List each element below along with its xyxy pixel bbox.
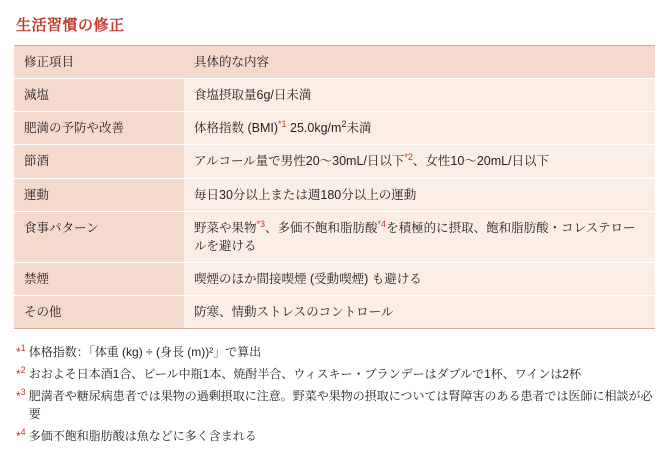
table-row [14,262,655,295]
footnote-marker: *1 [278,119,287,130]
footnote [16,343,653,361]
table-cell-detail: 防寒、情動ストレスのコントロール [184,296,655,329]
table-cell-detail: 毎日30分以上または週180分以上の運動 [184,178,655,211]
table-cell-detail: 喫煙のほか間接喫煙 (受動喫煙) も避ける [184,262,655,295]
footnote-text: 肥満者や糖尿病患者では果物の過剰摂取に注意。野菜や果物の摂取については腎障害のある患者では医師に相談が必要 [28,389,653,422]
table-cell-item: 減塩 [14,79,184,112]
footnote-marker: *$^3$ [16,387,26,404]
footnote-text: おおよそ日本酒1合、ビール中瓶1本、焼酎半合、ウィスキー・ブランデーはダブルで1杯、ワインは2杯 [28,367,582,382]
table-cell-item: 運動 [14,178,184,211]
table-cell-item: 禁煙 [14,262,184,295]
table-header-item: 修正項目 [14,46,184,79]
table-row [14,112,655,145]
footnotes [16,343,653,445]
lifestyle-modification-table [14,45,655,329]
footnote [16,387,653,423]
table-cell-detail: 体格指数 (BMI)$^{*1}$ $25.0kg/m^2$未満 [184,112,655,145]
table-cell-detail: 食塩摂取量6g/日未満 [184,79,655,112]
table-row [14,211,655,262]
page-title: 生活習慣の修正 [16,17,125,34]
table-body [14,46,655,329]
footnote-marker: *2 [404,152,413,163]
table-cell-detail: 野菜や果物$^{*3}$、多価不飽和脂肪酸$^{*4}$を積極的に摂取、飽和脂肪酸・コレステロールを避ける [184,211,655,262]
footnote [16,365,653,383]
footnote-marker: *$^2$ [16,365,26,382]
table-row [14,79,655,112]
table-header-row [14,46,655,79]
footnote-marker: *$^1$ [16,343,26,360]
table-cell-detail: アルコール量で男性20〜30mL/日以下$^{*2}$、女性10〜20mL/日以下 [184,145,655,178]
footnote-text: 体格指数：「体重 (kg) ÷ (身長 (m))²」で算出 [28,345,262,360]
table-header-detail: 具体的な内容 [184,46,655,79]
table-cell-item: 節酒 [14,145,184,178]
table-cell-item: 食事パターン [14,211,184,262]
footnote-marker: *3 [256,218,266,229]
footnote-marker: 2 [341,119,347,130]
footnote [16,427,653,445]
footnote-text: 多価不飽和脂肪酸は魚などに多く含まれる [28,429,257,444]
table-row [14,296,655,329]
footnote-marker: *$^4$ [16,427,26,444]
table-row [14,145,655,178]
table-row [14,178,655,211]
footnote-marker: *4 [377,218,387,229]
table-cell-item: 肥満の予防や改善 [14,112,184,145]
table-cell-item: その他 [14,296,184,329]
